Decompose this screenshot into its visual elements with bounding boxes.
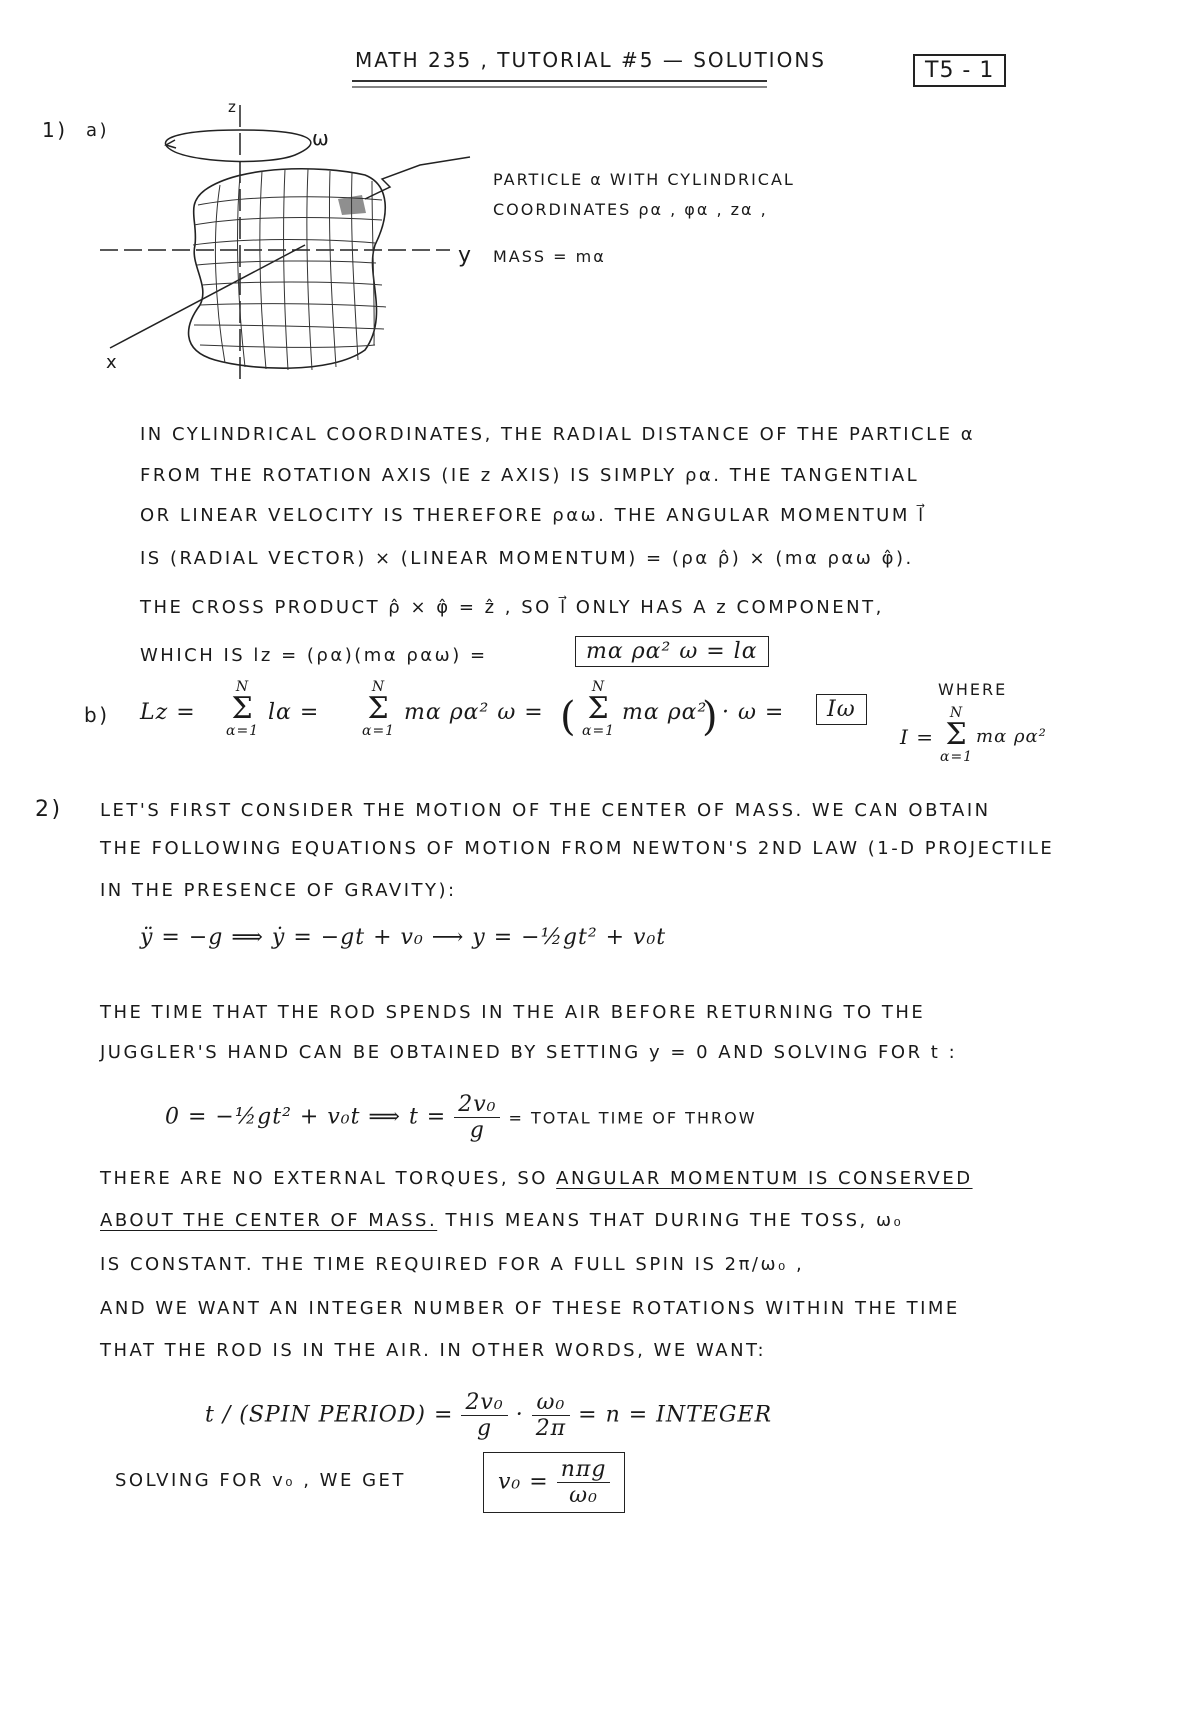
text-line: FROM THE ROTATION AXIS (IE z AXIS) IS SIMPLY ρα. THE TANGENTIAL	[140, 465, 920, 486]
time-eq-left: 0 = −½gt² + v₀t ⟹ t =	[165, 1104, 447, 1130]
particle-note-line-3: MASS = mα	[493, 247, 606, 266]
integer-equation	[205, 1390, 772, 1441]
time-eq-den: g	[469, 1118, 485, 1143]
conserved-phrase: ANGULAR MOMENTUM IS CONSERVED	[556, 1168, 973, 1189]
sum-1: N Σ α=1	[226, 679, 260, 739]
particle-note-line-2: COORDINATES ρα , φα , zα ,	[493, 200, 768, 219]
text-line: IN THE PRESENCE OF GRAVITY):	[100, 880, 457, 901]
particle-pointer-line	[365, 157, 470, 199]
time-equation	[165, 1092, 757, 1143]
int-eq-den2: 2π	[535, 1416, 567, 1441]
omega-label: ω	[312, 126, 332, 150]
b-dot-omega: · ω =	[722, 700, 785, 725]
text-line: IN CYLINDRICAL COORDINATES, THE RADIAL DISTANCE OF THE PARTICLE α	[140, 424, 976, 445]
int-eq-num1: 2v₀	[461, 1390, 507, 1416]
sum-top: N	[371, 679, 386, 695]
text-line: OR LINEAR VELOCITY IS THEREFORE ραω. THE ANGULAR MOMENTUM l⃗	[140, 505, 926, 526]
sum-bottom: α=1	[226, 723, 260, 739]
sum-bottom: α=1	[940, 749, 974, 765]
rotation-ellipse	[165, 130, 310, 161]
sum-bottom: α=1	[582, 723, 616, 739]
text-line: IS (RADIAL VECTOR) × (LINEAR MOMENTUM) = (ρα ρ̂) × (mα ραω φ̂).	[140, 548, 914, 569]
y-axis-label: y	[458, 243, 474, 268]
boxed-final-answer	[483, 1452, 625, 1513]
part-a-label: a)	[86, 120, 110, 141]
b-m-rho-sq: mα ρα²	[622, 700, 708, 725]
int-eq-num2: ω₀	[532, 1390, 570, 1416]
text-line: AND WE WANT AN INTEGER NUMBER OF THESE ROTATIONS WITHIN THE TIME	[100, 1298, 960, 1319]
text-line: LET'S FIRST CONSIDER THE MOTION OF THE CENTER OF MASS. WE CAN OBTAIN	[100, 800, 991, 821]
z-axis-label: z	[228, 98, 239, 116]
sum-top: N	[591, 679, 606, 695]
text-line: THE FOLLOWING EQUATIONS OF MOTION FROM NEWTON'S 2ND LAW (1-D PROJECTILE	[100, 838, 1055, 859]
problem-2-number: 2)	[35, 797, 63, 822]
b-l-alpha: lα =	[268, 700, 320, 725]
int-eq-den1: g	[477, 1416, 493, 1441]
problem-1-number: 1)	[42, 118, 68, 142]
rotating-body-diagram	[90, 95, 510, 395]
center-of-mass-phrase: ABOUT THE CENTER OF MASS.	[100, 1210, 438, 1231]
no-torque-text: THERE ARE NO EXTERNAL TORQUES, SO	[100, 1168, 548, 1189]
page-tag: T5 - 1	[913, 54, 1006, 87]
where-i-def: I =	[900, 725, 935, 749]
means-text: THIS MEANS THAT DURING THE TOSS, ω₀	[445, 1210, 904, 1231]
text-line: IS CONSTANT. THE TIME REQUIRED FOR A FULL SPIN IS 2π/ω₀ ,	[100, 1254, 805, 1275]
paren-close: )	[702, 694, 719, 740]
final-den: ω₀	[569, 1483, 598, 1508]
where-label: WHERE	[938, 680, 1008, 699]
sum-4: N Σ α=1	[940, 705, 974, 765]
sum-2: N Σ α=1	[362, 679, 396, 739]
part-b-label: b)	[84, 703, 110, 727]
sum-top: N	[949, 705, 964, 721]
b-lz: Lz =	[140, 700, 196, 725]
text-line: THAT THE ROD IS IN THE AIR. IN OTHER WORDS, WE WANT:	[100, 1340, 767, 1361]
where-term: mα ρα²	[976, 726, 1047, 747]
int-eq-dot: ·	[515, 1402, 524, 1428]
text-line: THE CROSS PRODUCT ρ̂ × φ̂ = ẑ , SO l⃗ ONLY HAS A z COMPONENT,	[140, 597, 884, 618]
sum-3: N Σ α=1	[582, 679, 616, 739]
final-num: nπg	[557, 1457, 611, 1483]
int-eq-right: = n = INTEGER	[578, 1402, 773, 1428]
title-underline	[352, 80, 767, 82]
b-m-rho-omega: mα ρα² ω =	[404, 700, 544, 725]
text-line: WHICH IS lz = (ρα)(mα ραω) =	[140, 645, 488, 666]
x-axis	[110, 245, 305, 348]
particle-note-line-1: PARTICLE α WITH CYLINDRICAL	[493, 170, 795, 189]
time-eq-right: = TOTAL TIME OF THROW	[508, 1108, 757, 1128]
text-line: JUGGLER'S HAND CAN BE OBTAINED BY SETTING y = 0 AND SOLVING FOR t :	[100, 1042, 958, 1063]
solving-text: SOLVING FOR v₀ , WE GET	[115, 1470, 406, 1491]
equations-of-motion: ÿ = −g ⟹ ẏ = −gt + v₀ ⟶ y = −½gt² + v₀t	[140, 925, 667, 950]
particle-alpha-icon	[338, 195, 366, 215]
paren-open: (	[560, 694, 577, 740]
text-line-3a	[100, 1168, 973, 1189]
boxed-result-l-alpha: mα ρα² ω = lα	[575, 636, 769, 667]
title-underline-2	[352, 86, 767, 88]
time-eq-num: 2v₀	[454, 1092, 500, 1118]
sum-bottom: α=1	[362, 723, 396, 739]
text-line: THE TIME THAT THE ROD SPENDS IN THE AIR BEFORE RETURNING TO THE	[100, 1002, 926, 1023]
final-lhs: v₀ =	[498, 1469, 549, 1495]
boxed-result-i-omega: Iω	[816, 694, 867, 725]
page-title: MATH 235 , TUTORIAL #5 — SOLUTIONS	[355, 48, 826, 72]
text-line-3b	[100, 1210, 903, 1231]
int-eq-left: t / (SPIN PERIOD) =	[205, 1402, 454, 1428]
x-axis-label: x	[106, 352, 120, 373]
sum-top: N	[235, 679, 250, 695]
